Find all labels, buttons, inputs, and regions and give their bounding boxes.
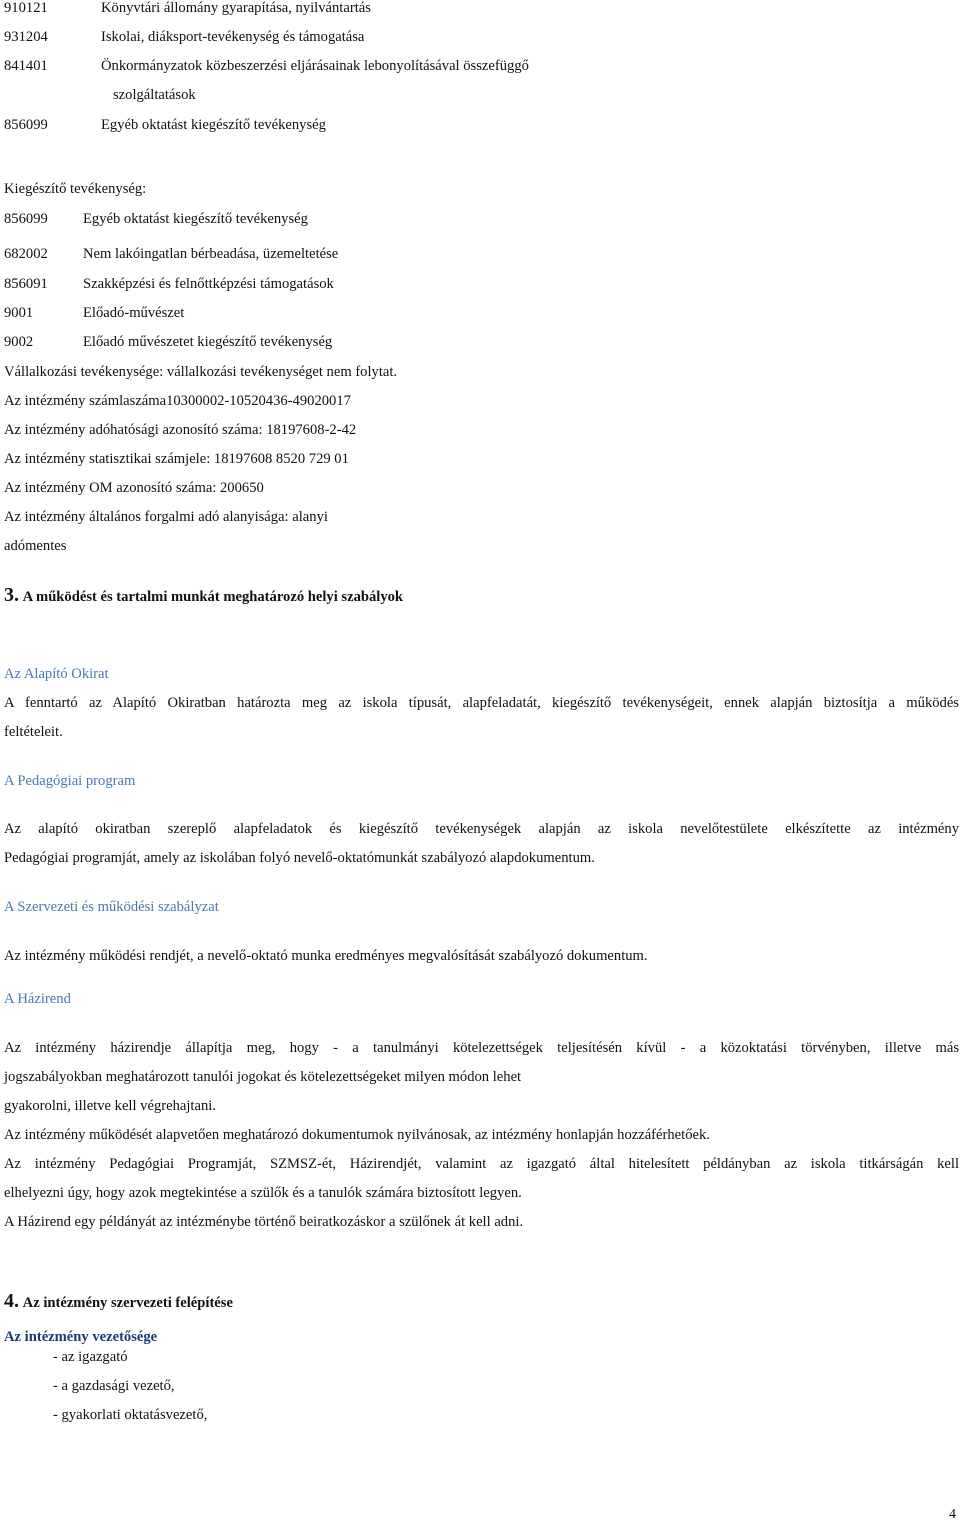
paragraph-line: Az intézmény házirendje állapítja meg, hogy - a tanulmányi kötelezettségek teljesítésén kívül - a közoktatási törvényben, illetve más [4,1040,959,1056]
paragraph-line: A fenntartó az Alapító Okiratban határozta meg az iskola típusát, alapfeladatát, kiegészítő tevékenységeit, ennek alapján biztosítja a működés [4,695,959,711]
activity-code: 841401 [4,58,48,74]
page-number: 4 [949,1507,956,1522]
section-3-heading [4,584,403,607]
activity-row [4,117,326,134]
supplementary-title: Kiegészítő tevékenység: [4,181,147,197]
vat-status-line-cont: adómentes [4,538,67,554]
pedagogiai-program-heading: A Pedagógiai program [4,773,136,789]
vat-status-line: Az intézmény általános forgalmi adó alanyisága: alanyi [4,509,328,525]
activity-text: Iskolai, diáksport-tevékenység és támogatása [101,29,365,45]
activity-row-continuation [113,87,196,104]
activity-code: 856099 [4,117,48,133]
paragraph-line: elhelyezni úgy, hogy azok megtekintése a szülők és a tanulók számára biztosított legyen. [4,1185,522,1201]
hazirend-heading: A Házirend [4,991,71,1007]
section-number: 4. [4,1290,19,1312]
paragraph-line: gyakorolni, illetve kell végrehajtani. [4,1098,216,1114]
section-title: Az intézmény szervezeti felépítése [22,1295,233,1311]
leader-item: - az igazgató [53,1349,128,1365]
activity-code: 856099 [4,211,48,227]
paragraph-line: A Házirend egy példányát az intézménybe történő beiratkozáskor a szülőnek át kell adni. [4,1214,524,1230]
activity-row [4,0,371,17]
paragraph-line: Az intézmény működését alapvetően meghatározó dokumentumok nyilvánosak, az intézmény honlapján hozzáférhetőek. [4,1127,710,1143]
activity-text: Előadó-művészet [83,305,185,321]
activity-text: Önkormányzatok közbeszerzési eljárásainak lebonyolításával összefüggő [101,58,529,74]
activity-row [4,29,365,46]
activity-text: Szakképzési és felnőttképzési támogatások [83,276,334,292]
leader-item: - gyakorlati oktatásvezető, [53,1407,208,1423]
activity-code: 856091 [4,276,48,292]
section-4-heading [4,1290,233,1313]
business-activity-line: Vállalkozási tevékenysége: vállalkozási tevékenységet nem folytat. [4,364,398,380]
paragraph-line: Az intézmény működési rendjét, a nevelő-oktató munka eredményes megvalósítását szabályozó dokumentum. [4,948,648,964]
activity-code: 9001 [4,305,34,321]
szmsz-heading: A Szervezeti és működési szabályzat [4,899,219,915]
leader-item: - a gazdasági vezető, [53,1378,175,1394]
activity-row [4,276,334,293]
activity-text: Könyvtári állomány gyarapítása, nyilvántartás [101,0,371,16]
activity-row [4,334,333,351]
section-title: A működést és tartalmi munkát meghatározó helyi szabályok [22,589,404,605]
activity-code: 682002 [4,246,48,262]
paragraph-line: feltételeit. [4,724,63,740]
activity-code: 9002 [4,334,34,350]
paragraph-line: Az intézmény Pedagógiai Programját, SZMSZ-ét, Házirendjét, valamint az igazgató által hitelesített példányban az iskola titkárságán kell [4,1156,959,1172]
activity-text: Nem lakóingatlan bérbeadása, üzemeltetése [83,246,339,262]
activity-row [4,246,339,263]
activity-code: 910121 [4,0,48,16]
om-id-line: Az intézmény OM azonosító száma: 200650 [4,480,264,496]
leadership-heading: Az intézmény vezetősége [4,1329,158,1345]
activity-text: Egyéb oktatást kiegészítő tevékenység [101,117,326,133]
activity-text: Előadó művészetet kiegészítő tevékenység [83,334,333,350]
activity-row [4,305,185,322]
tax-id-line: Az intézmény adóhatósági azonosító száma: 18197608-2-42 [4,422,357,438]
activity-text: szolgáltatások [113,87,196,103]
paragraph-line: Pedagógiai programját, amely az iskolában folyó nevelő-oktatómunkát szabályozó alapdokumentum. [4,850,595,866]
activity-row [4,211,308,228]
statistical-id-line: Az intézmény statisztikai számjele: 18197608 8520 729 01 [4,451,349,467]
alapito-okirat-heading: Az Alapító Okirat [4,666,109,682]
activity-row [4,58,529,75]
bank-account-line: Az intézmény számlaszáma10300002-10520436-49020017 [4,393,351,409]
activity-text: Egyéb oktatást kiegészítő tevékenység [83,211,308,227]
activity-code: 931204 [4,29,48,45]
section-number: 3. [4,584,19,606]
paragraph-line: Az alapító okiratban szereplő alapfeladatok és kiegészítő tevékenységek alapján az iskola nevelőtestülete elkészítette az intézmény [4,821,959,837]
paragraph-line: jogszabályokban meghatározott tanulói jogokat és kötelezettségeket milyen módon lehet [4,1069,522,1085]
